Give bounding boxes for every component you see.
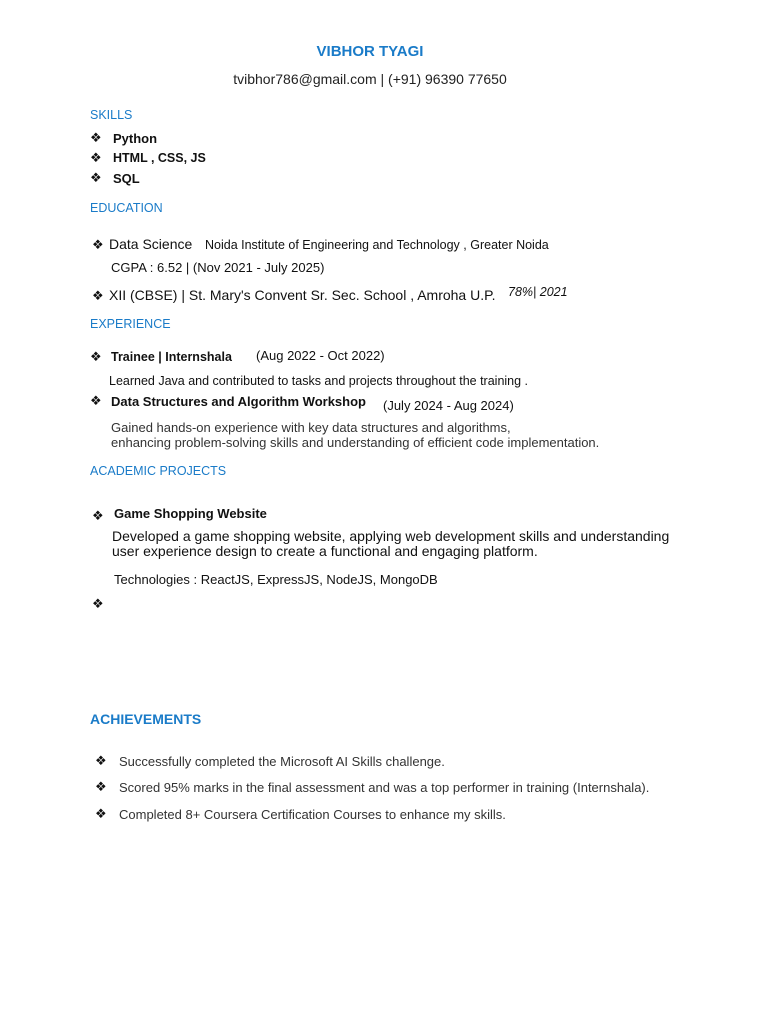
bullet-icon: ❖ <box>95 779 107 794</box>
experience-description: Learned Java and contributed to tasks and projects throughout the training . <box>109 374 529 388</box>
experience-title: Data Structures and Algorithm Workshop <box>111 394 366 409</box>
skills-heading: SKILLS <box>90 108 133 122</box>
education-degree: Data Science <box>109 236 193 252</box>
education-score: 78%| 2021 <box>508 285 568 299</box>
education-heading: EDUCATION <box>90 201 163 215</box>
project-description: Developed a game shopping website, applying web development skills and understanding <box>112 528 670 544</box>
achievement-item: Successfully completed the Microsoft AI Skills challenge. <box>119 754 445 769</box>
bullet-icon: ❖ <box>90 393 102 408</box>
bullet-icon: ❖ <box>90 150 102 165</box>
skill-item: SQL <box>113 171 140 186</box>
education-degree: XII (CBSE) | St. Mary's Convent Sr. Sec. School , Amroha U.P. <box>109 287 496 303</box>
education-institute: Noida Institute of Engineering and Technology , Greater Noida <box>205 238 549 252</box>
project-title: Game Shopping Website <box>114 506 267 521</box>
bullet-icon: ❖ <box>90 170 102 185</box>
projects-heading: ACADEMIC PROJECTS <box>90 464 227 478</box>
achievement-item: Completed 8+ Coursera Certification Courses to enhance my skills. <box>119 807 506 822</box>
experience-heading: EXPERIENCE <box>90 317 171 331</box>
achievement-item: Scored 95% marks in the final assessment and was a top performer in training (Internshala). <box>119 780 650 795</box>
bullet-icon: ❖ <box>95 753 107 768</box>
skill-item: HTML , CSS, JS <box>113 151 206 165</box>
project-technologies: Technologies : ReactJS, ExpressJS, NodeJS, MongoDB <box>114 572 438 587</box>
bullet-icon: ❖ <box>90 349 102 364</box>
skill-item: Python <box>113 131 158 146</box>
bullet-icon: ❖ <box>92 596 104 611</box>
bullet-icon: ❖ <box>92 508 104 523</box>
experience-dates: (July 2024 - Aug 2024) <box>383 398 514 413</box>
contact-info: tvibhor786@gmail.com | (+91) 96390 77650 <box>233 71 507 87</box>
achievements-heading: ACHIEVEMENTS <box>90 711 202 727</box>
bullet-icon: ❖ <box>92 288 104 303</box>
project-description: user experience design to create a functional and engaging platform. <box>112 543 538 559</box>
resume-name: VIBHOR TYAGI <box>316 43 424 60</box>
experience-description: Gained hands-on experience with key data structures and algorithms, <box>111 420 511 435</box>
experience-title: Trainee | Internshala <box>111 350 232 364</box>
experience-description: enhancing problem-solving skills and understanding of efficient code implementation. <box>111 435 600 450</box>
bullet-icon: ❖ <box>95 806 107 821</box>
experience-dates: (Aug 2022 - Oct 2022) <box>256 348 385 363</box>
bullet-icon: ❖ <box>92 237 104 252</box>
education-details: CGPA : 6.52 | (Nov 2021 - July 2025) <box>111 260 325 275</box>
bullet-icon: ❖ <box>90 130 102 145</box>
